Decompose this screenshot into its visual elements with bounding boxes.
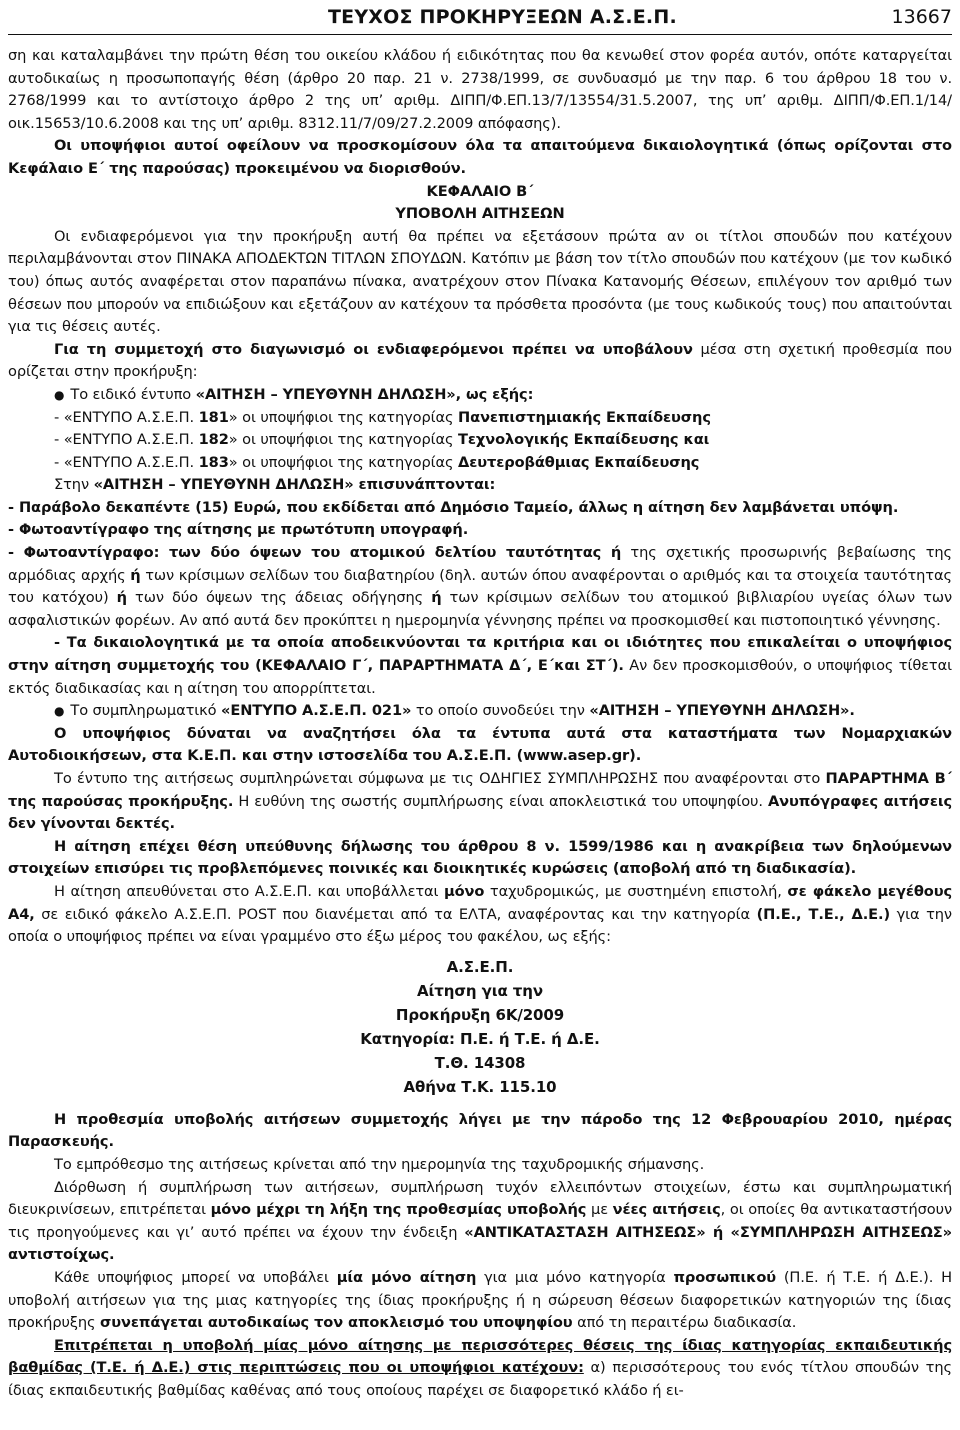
paragraph-solemn-declaration: Η αίτηση επέχει θέση υπεύθυνης δήλωσης του άρθρου 8 ν. 1599/1986 και η ανακρίβεια των δηλούμενων στοιχείων επισύρει τις προβλεπόμενες ποινικές και διοικητικές κυρώσεις (αποβολή από τη διαδικασία). [8, 837, 952, 878]
page-header [8, 0, 952, 35]
attachment-fee: - Παράβολο δεκαπέντε (15) Ευρώ, που εκδίδεται από Δημόσιο Ταμείο, άλλως η αίτηση δεν λαμβάνεται υπόψη. [8, 498, 899, 516]
attachment-photocopy: - Φωτοαντίγραφο της αίτησης με πρωτότυπη υπογραφή. [8, 521, 469, 539]
paragraph-corrections: Διόρθωση ή συμπλήρωση των αιτήσεων, συμπλήρωση τυχόν ελλειπόντων στοιχείων, έστω και συμπληρωματική διευκρινίσεων, επιτρέπεται μόνο μέχρι τη λήξη της προθεσμίας υποβολής με νέες αιτήσεις, οι οποίες θα αντικαταστήσουν τις προηγούμενες και γι’ αυτό πρέπει να έχουν την ένδειξη «ΑΝΤΙΚΑΤΑΣΤΑΣΗ ΑΙΤΗΣΕΩΣ» ή «ΣΥΜΠΛΗΡΩΣΗ ΑΙΤΗΣΕΩΣ» αντιστοίχως. [8, 1178, 953, 1264]
paragraph-fill-instructions: Το έντυπο της αιτήσεως συμπληρώνεται σύμφωνα με τις ΟΔΗΓΙΕΣ ΣΥΜΠΛΗΡΩΣΗΣ που αναφέρονται στο ΠΑΡΑΡΤΗΜΑ Β΄ της παρούσας προκήρυξης. Η ευθύνη της σωστής συμπλήρωσης είναι αποκλειστικά του υποψηφίου. Ανυπόγραφες αιτήσεις δεν γίνονται δεκτές. [8, 770, 953, 833]
envelope-address [8, 955, 952, 1099]
address-line: Κατηγορία: Π.Ε. ή Τ.Ε. ή Δ.Ε. [360, 1029, 600, 1048]
chapter-subtitle: ΥΠΟΒΟΛΗ ΑΙΤΗΣΕΩΝ [395, 205, 565, 223]
attachment-id: - Φωτοαντίγραφο: των δύο όψεων του ατομικού δελτίου ταυτότητας ή της σχετικής προσωρινής βεβαίωσης της αρμόδιας αρχής ή των κρίσιμων σελίδων του διαβατηρίου (δηλ. αυτών όπου αναφέρονται ο αριθμός και τα στοιχεία ταυτότητας του κατόχου) ή των δύο όψεων της άδειας οδήγησης ή των κρίσιμων σελίδων του ατομικού βιβλιαρίου υγείας όλων των ασφαλιστικών φορέων. Αν από αυτά δεν προκύπτει η ημερομηνία γέννησης πρέπει να προσκομισθεί και πιστοποιητικό γέννησης. [8, 544, 953, 629]
chapter-title: ΚΕΦΑΛΑΙΟ Β΄ [426, 182, 534, 200]
document-page [8, 0, 952, 1402]
paragraph-continuation: ση και καταλαμβάνει την πρώτη θέση του οικείου κλάδου ή ειδικότητας που θα κενωθεί στον φορέα αυτόν, οπότε καταργείται αυτοδικαίως η προσωποπαγής θέση (άρθρο 20 παρ. 21 ν. 2738/1999, σε συνδυασμό με την παρ. 6 του άρθρου 18 του ν. 2768/1999 και το αντίστοιχο άρθρο 2 της υπ’ αριθμ. ΔΙΠΠ/Φ.ΕΠ.13/7/13554/31.5.2007, της υπ’ αριθμ. ΔΙΠΠ/Φ.ΕΠ.1/14/οικ.15653/10.6.2008 και της υπ’ αριθμ. 8312.11/7/09/27.2.2009 απόφασης). [8, 47, 952, 132]
participation-rest: μέσα στη σχετική προθεσμία που ορίζεται στην προκήρυξη: [8, 340, 952, 381]
address-line: Αίτηση για την [417, 981, 543, 1000]
bullet-supplementary-form: ● Το συμπληρωματικό «ΕΝΤΥΠΟ Α.Σ.Ε.Π. 021» το οποίο συνοδεύει την «ΑΙΤΗΣΗ – ΥΠΕΥΘΥΝΗ ΔΗΛΩΣΗ». [8, 700, 952, 723]
participation-bold: Για τη συμμετοχή στο διαγωνισμό οι ενδιαφερόμενοι πρέπει να υποβάλουν [54, 340, 693, 358]
paragraph-instructions: Οι ενδιαφερόμενοι για την προκήρυξη αυτή θα πρέπει να εξετάσουν πρώτα αν οι τίτλοι σπουδών που κατέχουν περιλαμβάνονται στον ΠΙΝΑΚΑ ΑΠΟΔΕΚΤΩΝ ΤΙΤΛΩΝ ΣΠΟΥΔΩΝ. Κατόπιν με βάση τον τίτλο σπουδών που κατέχουν (με τον κωδικό του) όπως αυτός αναφέρεται στον παραπάνω πίνακα, ανατρέχουν στον Πίνακα Κατανομής Θέσεων, επιλέγουν τον αριθμό των θέσεων που μπορούν να επιδιώξουν και εξετάζουν αν κατέχουν τα πρόσθετα προσόντα (με τους κωδικούς τους) που απαιτούνται για τις θέσεις αυτές. [8, 227, 952, 336]
paragraph-submission: Η αίτηση απευθύνεται στο Α.Σ.Ε.Π. και υποβάλλεται μόνο ταχυδρομικώς, με συστημένη επιστολή, σε φάκελο μεγέθους Α4, σε ειδικό φάκελο Α.Σ.Ε.Π. POST που διανέμεται από τα ΕΛΤΑ, αναφέροντας και την κατηγορία (Π.Ε., Τ.Ε., Δ.Ε.) για την οποία ο υποψήφιος πρέπει να είναι γραμμένο στο έξω μέρος του φακέλου, ως εξής: [8, 882, 953, 946]
paragraph-candidates-obligation: Οι υποψήφιοι αυτοί οφείλουν να προσκομίσουν όλα τα απαιτούμενα δικαιολογητικά (όπως ορίζονται στο Κεφάλαιο Ε΄ της παρούσας) προκειμένου να διορισθούν. [8, 137, 952, 177]
paragraph-where-to-find: Ο υποψήφιος δύναται να αναζητήσει όλα τα έντυπα αυτά στα καταστήματα των Νομαρχιακών Αυτοδιοικήσεων, στα Κ.Ε.Π. και στην ιστοσελίδα του Α.Σ.Ε.Π. (www.asep.gr). [8, 724, 952, 765]
page-number: 13667 [891, 6, 952, 28]
attachment-proofs: - Τα δικαιολογητικά με τα οποία αποδεικνύονται τα κριτήρια και οι ιδιότητες που επικαλείται ο υποψήφιος στην αίτηση συμμετοχής του (ΚΕΦΑΛΑΙΟ Γ΄, ΠΑΡΑΡΤΗΜΑΤΑ Δ΄, Ε΄και ΣΤ΄). Αν δεν προσκομισθούν, ο υποψήφιος τίθεται εκτός διαδικασίας και η αίτηση του απορρίπτεται. [8, 634, 952, 697]
address-line: Αθήνα Τ.Κ. 115.10 [403, 1077, 557, 1096]
bullet-special-form: ● Το ειδικό έντυπο «ΑΙΤΗΣΗ – ΥΠΕΥΘΥΝΗ ΔΗΛΩΣΗ», ως εξής: [8, 384, 952, 407]
form-line: - «ΕΝΤΥΠΟ Α.Σ.Ε.Π. 181» οι υποψήφιοι της κατηγορίας Πανεπιστημιακής Εκπαίδευσης [54, 408, 711, 426]
bullet-icon [54, 386, 70, 403]
form-line: - «ΕΝΤΥΠΟ Α.Σ.Ε.Π. 182» οι υποψήφιοι της κατηγορίας Τεχνολογικής Εκπαίδευσης και [54, 431, 710, 449]
gazette-title: ΤΕΥΧΟΣ ΠΡΟΚΗΡΥΞΕΩΝ Α.Σ.Ε.Π. [328, 6, 677, 28]
document-body [8, 45, 952, 1402]
paragraph-participation [8, 339, 952, 384]
address-line: Προκήρυξη 6Κ/2009 [395, 1005, 565, 1024]
paragraph-postmark: Το εμπρόθεσμο της αιτήσεως κρίνεται από την ημερομηνία της ταχυδρομικής σήμανσης. [54, 1155, 705, 1173]
bullet-icon [54, 702, 70, 719]
attachments-heading: Στην «ΑΙΤΗΣΗ – ΥΠΕΥΘΥΝΗ ΔΗΛΩΣΗ» επισυνάπτονται: [54, 476, 496, 494]
paragraph-multiple-positions: Επιτρέπεται η υποβολή μίας μόνο αίτησης με περισσότερες θέσεις της ίδιας κατηγορίας εκπαιδευτικής βαθμίδας (Τ.Ε. ή Δ.Ε.) στις περιπτώσεις που οι υποψήφιοι κατέχουν: α) περισσότερους του ενός τίτλου σπουδών της ίδιας εκπαιδευτικής βαθμίδας καθένας από τους οποίους παρέχει σε διαφορετικό κλάδο ή ει- [8, 1336, 952, 1399]
form-line: - «ΕΝΤΥΠΟ Α.Σ.Ε.Π. 183» οι υποψήφιοι της κατηγορίας Δευτεροβάθμιας Εκπαίδευσης [54, 453, 700, 471]
paragraph-deadline: Η προθεσμία υποβολής αιτήσεων συμμετοχής λήγει με την πάροδο της 12 Φεβρουαρίου 2010, ημέρας Παρασκευής. [8, 1110, 952, 1151]
paragraph-single-application: Κάθε υποψήφιος μπορεί να υποβάλει μία μόνο αίτηση για μια μόνο κατηγορία προσωπικού (Π.Ε. ή Τ.Ε. ή Δ.Ε.). Η υποβολή αιτήσεων για της μιας κατηγορίες της ίδιας προκήρυξης ή η σώρευση θέσεων διαφορετικών κατηγοριών της ίδιας προκήρυξης συνεπάγεται αυτοδικαίως τον αποκλεισμό του υποψηφίου από τη περαιτέρω διαδικασία. [8, 1268, 952, 1332]
address-line: Τ.Θ. 14308 [434, 1053, 526, 1072]
address-line: Α.Σ.Ε.Π. [446, 957, 514, 976]
